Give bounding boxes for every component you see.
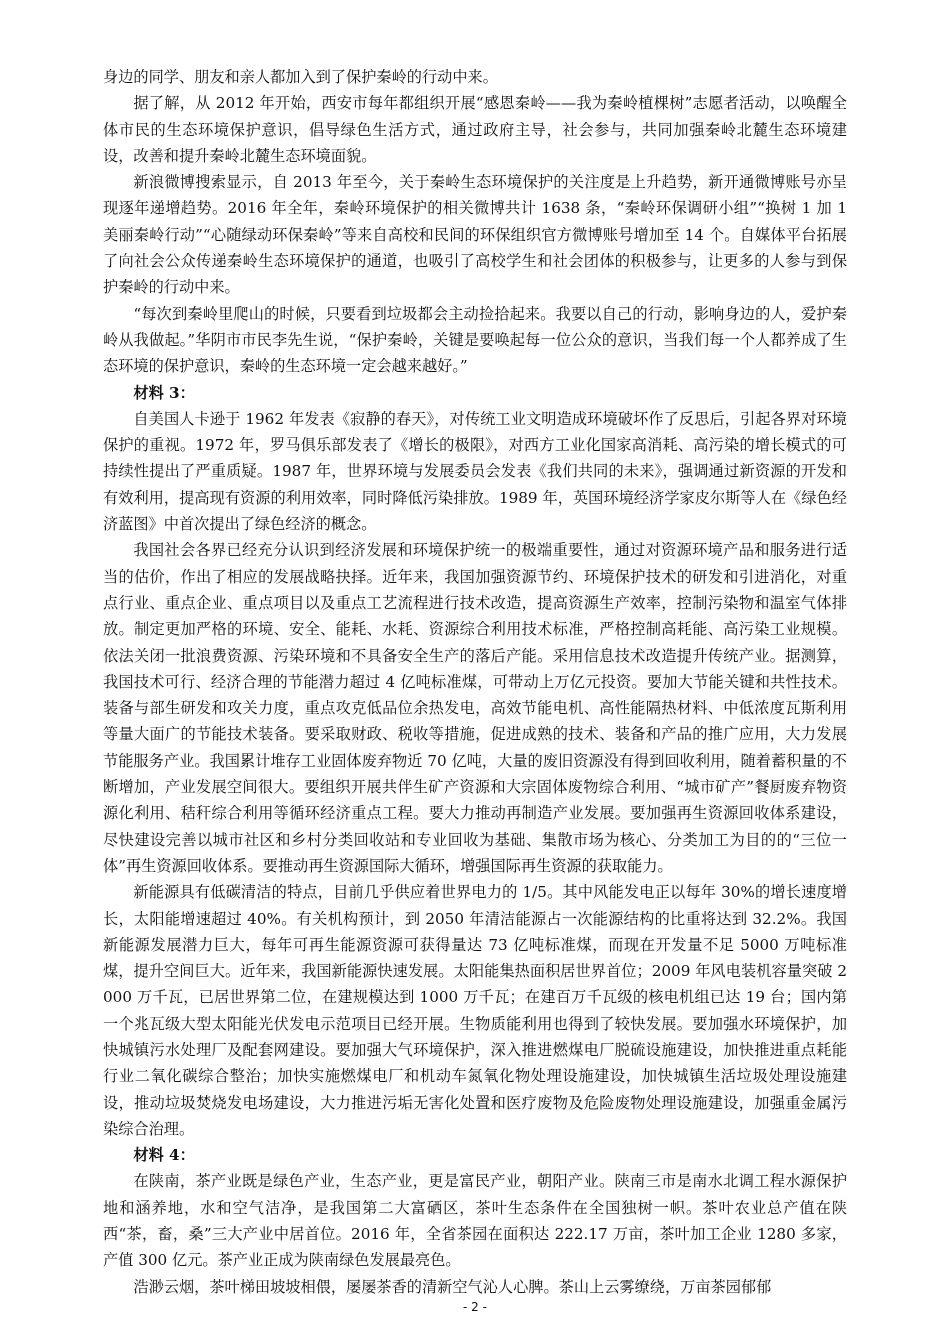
section-heading-material-4: 材料 4： [133, 1146, 195, 1165]
paragraph-new-energy: 新能源具有低碳清洁的特点，目前几乎供应着世界电力的 1/5。其中风能发电正以每年 30%的增长速度增长，太阳能增速超过 40%。有关机构预计，到 2050 年清洁能源占一次能源结构的比重将达到 32.2%。我国新能源发展潜力巨大，每年可再生能源资源可获得量达 73 亿吨标准煤，而现在开发量不足 5000 万吨标准煤，提升空间巨大。近年来，我国新能源快速发展。太阳能集热面积居世界首位；2009 年风电装机容量突破 2000 万千瓦，已居世界第二位，在建规模达到 1000 万千瓦；在建百万千瓦级的核电机组已达 19 台；国内第一个兆瓦级大型太阳能光伏发电示范项目已经开展。生物质能利用也得到了较快发展。要加强水环境保护，加快城镇污水处理厂及配套网建设。要加强大气环境保护，深入推进燃煤电厂脱硫设施建设，加快推进重点耗能行业二氧化碳综合整治；加快实施燃煤电厂和机动车氮氧化物处理设施建设，加快城镇生活垃圾处理设施建设，推动垃圾焚烧发电场建设，大力推进污垢无害化处置和医疗废物及危险废物处理设施建设，加强重金属污染综合治理。 [103, 883, 847, 1138]
page-number: - 2 - [463, 1300, 487, 1314]
paragraph-tea-scenery: 浩渺云烟，茶叶梯田坡坡相偎，屡屡茶香的清新空气沁人心脾。茶山上云雾缭绕，万亩茶园郁郁 [133, 1277, 772, 1296]
document-body [103, 64, 847, 1300]
paragraph-weibo-search: 新浪微博搜索显示，自 2013 年至今，关于秦岭生态环境保护的关注度是上升趋势，新开通微博账号亦呈现逐年递增趋势。2016 年全年，秦岭环境保护的相关微博共计 1638 条，“秦岭环保调研小组”“换树 1 加 1 美丽秦岭行动”“心随绿动环保秦岭”等来自高校和民间的环保组织官方微博账号增加至 14 个。自媒体平台拓展了向社会公众传递秦岭生态环境保护的通道，也吸引了高校学生和社会团体的积极参与，让更多的人参与到保护秦岭的行动中来。 [103, 173, 847, 297]
section-heading-material-3: 材料 3： [133, 383, 195, 402]
paragraph-volunteer-activity: 据了解，从 2012 年开始，西安市每年都组织开展“感恩秦岭——我为秦岭植棵树”志愿者活动，以唤醒全体市民的生态环境保护意识，倡导绿色生活方式，通过政府主导，社会参与，共同加强秦岭北麓生态环境建设，改善和提升秦岭北麓生态环境面貌。 [103, 94, 847, 165]
paragraph-china-strategy: 我国社会各界已经充分认识到经济发展和环境保护统一的极端重要性，通过对资源环境产品和服务进行适当的估价，作出了相应的发展战略抉择。近年来，我国加强资源节约、环境保护技术的研发和引进消化，对重点行业、重点企业、重点项目以及重点工艺流程进行技术改造，提高资源生产效率，控制污染物和温室气体排放。制定更加严格的环境、安全、能耗、水耗、资源综合利用技术标准，严格控制高耗能、高污染工业规模。依法关闭一批浪费资源、污染环境和不具备安全生产的落后产能。采用信息技术改造提升传统产业。据测算，我国技术可行、经济合理的节能潜力超过 4 亿吨标准煤，可带动上万亿元投资。要加大节能关键和共性技术。装备与部生研发和攻关力度，重点攻克低品位余热发电，高效节能电机、高性能隔热材料、中低浓度瓦斯利用等量大面广的节能技术装备。要采取财政、税收等措施，促进成熟的技术、装备和产品的推广应用，大力发展节能服务产业。我国累计堆存工业固体废弃物近 70 亿吨，大量的废旧资源没有得到回收利用，随着蓄积量的不断增加，产业发展空间很大。要组织开展共伴生矿产资源和大宗固体废物综合利用、“城市矿产”餐厨废弃物资源化利用、秸秆综合利用等循环经济重点工程。要大力推动再制造产业发展。要加强再生资源回收体系建设，尽快建设完善以城市社区和乡村分类回收站和专业回收为基础、集散市场为核心、分类加工为目的的“三位一体”再生资源回收体系。要推动再生资源国际大循环，增强国际再生资源的获取能力。 [103, 541, 847, 875]
paragraph-green-economy-history: 自美国人卡逊于 1962 年发表《寂静的春天》，对传统工业文明造成环境破坏作了反思后，引起各界对环境保护的重视。1972 年，罗马俱乐部发表了《增长的极限》，对西方工业化国家高消耗、高污染的增长模式的可持续性提出了严重质疑。1987 年，世界环境与发展委员会发表《我们共同的未来》，强调通过新资源的开发和有效利用，提高现有资源的利用效率，同时降低污染排放。1989 年，英国环境经济学家皮尔斯等人在《绿色经济蓝图》中首次提出了绿色经济的概念。 [103, 409, 847, 534]
paragraph-citizen-quote: “每次到秦岭里爬山的时候，只要看到垃圾都会主动捡拾起来。我要以自己的行动，影响身边的人，爱护秦岭从我做起。”华阴市市民李先生说，“保护秦岭，关键是要唤起每一位公众的意识，当我们每一个人都养成了生态环境的保护意识，秦岭的生态环境一定会越来越好。” [103, 304, 847, 376]
paragraph-continuation: 身边的同学、朋友和亲人都加入到了保护秦岭的行动中来。 [103, 68, 498, 86]
paragraph-tea-industry: 在陕南，茶产业既是绿色产业，生态产业，更是富民产业，朝阳产业。陕南三市是南水北调工程水源保护地和涵养地，水和空气洁净，是我国第二大富硒区，茶叶生态条件在全国独树一帜。茶叶农业总产值在陕西“茶，畜，桑”三大产业中居首位。2016 年，全省茶园在面积达 222.17 万亩，茶叶加工企业 1280 多家，产值 300 亿元。茶产业正成为陕南绿色发展最亮色。 [103, 1172, 847, 1270]
